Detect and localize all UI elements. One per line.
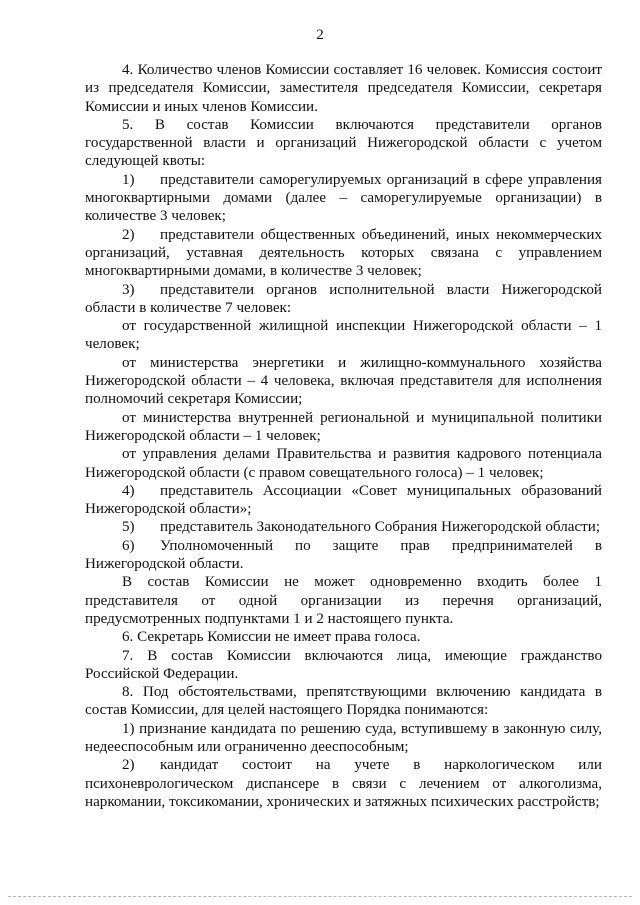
list-item	[85, 756, 602, 811]
list-item	[85, 281, 602, 318]
document-body	[85, 61, 602, 811]
list-item-number: 1)	[122, 171, 135, 188]
paragraph-text: 5. В состав Комиссии включаются представители органов государственной власти и организаций Нижегородской области с учетом следующей квоты:	[85, 116, 602, 170]
paragraph-text: 4. Количество членов Комиссии составляет 16 человек. Комиссия состоит из председателя Комиссии, заместителя председателя Комиссии, секретаря Комиссии и иных членов Комиссии.	[85, 62, 602, 115]
paragraph-text: представители органов исполнительной власти Нижегородской области в количестве 7 человек:	[85, 281, 602, 316]
paragraph-text: 8. Под обстоятельствами, препятствующими включению кандидата в состав Комиссии, для целей настоящего Порядка понимаются:	[85, 684, 602, 719]
list-item-number: 5)	[122, 519, 135, 536]
paragraph-text: кандидат состоит на учете в наркологическом или психоневрологическом диспансере в связи с лечением от алкоголизма, наркомании, токсикомании, хронических и затяжных психических расстройств;	[85, 757, 602, 810]
paragraph	[85, 116, 602, 171]
paragraph	[85, 445, 602, 482]
list-item-number: 3)	[122, 281, 135, 298]
paragraph	[85, 354, 602, 409]
paragraph	[85, 683, 602, 720]
list-item-number: 2)	[122, 226, 135, 243]
paragraph-text: от министерства внутренней региональной и муниципальной политики Нижегородской области – 1 человек;	[85, 409, 602, 444]
paragraph-text: представитель Законодательного Собрания Нижегородской области;	[160, 519, 601, 536]
list-item-number: 2)	[122, 757, 135, 774]
paragraph-text: от управления делами Правительства и развития кадрового потенциала Нижегородской области (с правом совещательного голоса) – 1 человек;	[85, 446, 602, 481]
scan-edge-line	[8, 896, 632, 897]
paragraph-text: В состав Комиссии не может одновременно входить более 1 представителя от одной организации из перечня организаций, предусмотренных подпунктами 1 и 2 настоящего пункта.	[85, 574, 602, 627]
paragraph-text: 1) признание кандидата по решению суда, вступившему в законную силу, недееспособным или ограниченно дееспособным;	[85, 720, 602, 755]
paragraph-text: от государственной жилищной инспекции Нижегородской области – 1 человек;	[85, 318, 602, 353]
list-item	[85, 482, 602, 519]
list-item-number: 6)	[122, 537, 135, 554]
paragraph-text: представитель Ассоциации «Совет муниципальных образований Нижегородской области»;	[85, 482, 602, 518]
paragraph	[85, 720, 602, 757]
paragraph-text: представители общественных объединений, иных некоммерческих организаций, уставная деятельность которых связана с управлением многоквартирными домами, в количестве 3 человек;	[85, 226, 602, 280]
list-item	[85, 518, 602, 536]
paragraph	[85, 409, 602, 446]
paragraph-text: представители саморегулируемых организаций в сфере управления многоквартирными домами (далее – саморегулируемые организации) в количестве 3 человек;	[85, 171, 602, 225]
paragraph	[85, 628, 602, 646]
paragraph-text: 7. В состав Комиссии включаются лица, имеющие гражданство Российской Федерации.	[85, 647, 602, 682]
paragraph-text: 6. Секретарь Комиссии не имеет права голоса.	[122, 629, 421, 646]
paragraph	[85, 317, 602, 354]
paragraph	[85, 61, 602, 116]
list-item	[85, 537, 602, 574]
list-item-number: 4)	[122, 482, 135, 499]
list-item	[85, 171, 602, 226]
paragraph-text: Уполномоченный по защите прав предпринимателей в Нижегородской области.	[85, 537, 602, 573]
paragraph-text: от министерства энергетики и жилищно-коммунального хозяйства Нижегородской области – 4 человека, включая представителя для исполнения полномочий секретаря Комиссии;	[85, 354, 602, 408]
page-number: 2	[316, 27, 324, 43]
paragraph	[85, 573, 602, 628]
paragraph	[85, 647, 602, 684]
list-item	[85, 226, 602, 281]
